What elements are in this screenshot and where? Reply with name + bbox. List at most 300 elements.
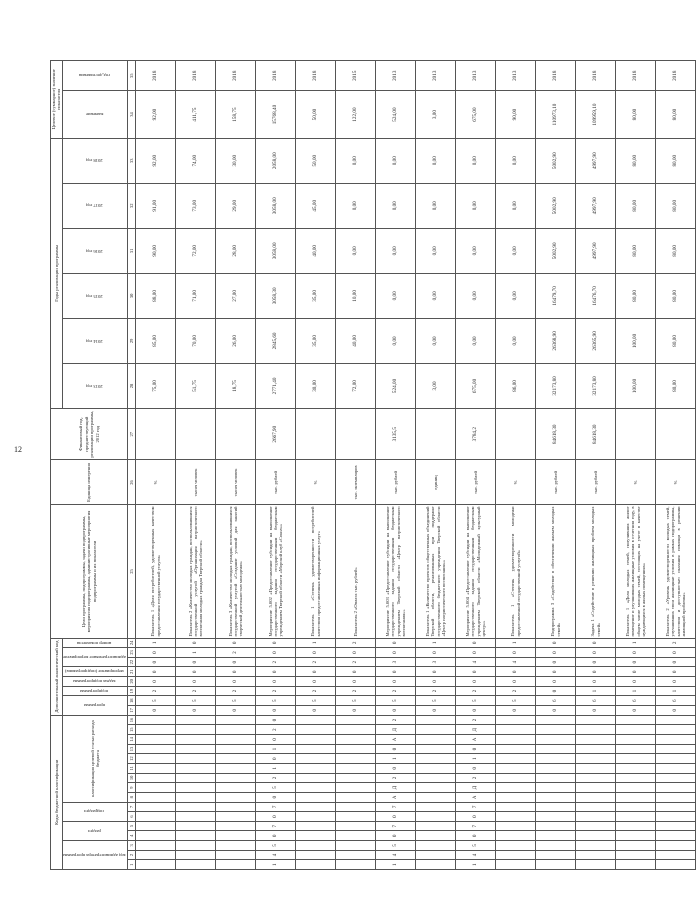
year-value-cell: 4997,90 bbox=[576, 138, 616, 183]
code-cell bbox=[416, 725, 456, 735]
code-cell bbox=[576, 850, 616, 860]
code-cell: 0 bbox=[616, 648, 656, 658]
year-value-cell: 70,00 bbox=[176, 318, 216, 363]
column-number: 26 bbox=[128, 460, 136, 505]
fin2012-cell bbox=[416, 408, 456, 459]
year-value-cell: 0,00 bbox=[376, 183, 416, 228]
year-value-cell: 2845,60 bbox=[256, 318, 296, 363]
code-cell: 0 bbox=[496, 706, 536, 716]
code-cell: 0 bbox=[256, 648, 296, 658]
code-cell bbox=[336, 860, 376, 870]
code-cell bbox=[416, 821, 456, 831]
code-cell: 2 bbox=[256, 657, 296, 667]
code-cell bbox=[616, 792, 656, 802]
year-value-cell: 3058,00 bbox=[256, 183, 296, 228]
item-name: Показатель 1 «Степень удовлетворенности потребителей качеством предоставленных информационных услуг» bbox=[296, 505, 336, 638]
code-cell bbox=[336, 725, 376, 735]
final-year-cell: 2015 bbox=[336, 61, 376, 91]
code-cell: 2 bbox=[656, 638, 696, 648]
goal-text-header: Цели программы, подпрограммы, задачи подпрограммы, мероприятия подпрограммы, административные мероприятия подпрограммы и их показатели bbox=[51, 505, 128, 638]
year-value-cell: 0,00 bbox=[336, 228, 376, 273]
code-cell bbox=[176, 850, 216, 860]
table-row bbox=[176, 61, 216, 870]
code-cell bbox=[216, 831, 256, 841]
column-number: 12 bbox=[128, 754, 136, 764]
code-cell: 0 bbox=[336, 648, 376, 658]
code-cell: 0 bbox=[296, 648, 336, 658]
year-value-cell: 74,00 bbox=[176, 138, 216, 183]
year-value-cell: 0,00 bbox=[336, 138, 376, 183]
table-row bbox=[216, 61, 256, 870]
code-cell: 6 bbox=[576, 696, 616, 706]
year-2017-header: 2017 год bbox=[62, 183, 127, 228]
code-cell bbox=[496, 744, 536, 754]
code-cell bbox=[576, 841, 616, 851]
column-number: 11 bbox=[128, 763, 136, 773]
year-value-cell: 91,00 bbox=[136, 183, 176, 228]
code-cell bbox=[496, 725, 536, 735]
year-value-cell: 100,00 bbox=[616, 363, 656, 408]
year-value-cell: 45,00 bbox=[296, 183, 336, 228]
final-value-cell: 158,75 bbox=[216, 91, 256, 138]
code-cell: 2 bbox=[216, 686, 256, 696]
year-value-cell: 10,00 bbox=[336, 273, 376, 318]
code-cell bbox=[136, 850, 176, 860]
unit-cell: % bbox=[136, 460, 176, 505]
code-cell bbox=[136, 763, 176, 773]
code-cell bbox=[296, 763, 336, 773]
code-cell bbox=[536, 850, 576, 860]
code-cell: 5 bbox=[456, 696, 496, 706]
code-cell bbox=[176, 860, 216, 870]
code-cell bbox=[416, 792, 456, 802]
subsection-header: подраздел bbox=[62, 802, 127, 821]
code-cell bbox=[296, 831, 336, 841]
code-cell bbox=[336, 763, 376, 773]
code-cell bbox=[176, 812, 216, 822]
code-cell: 0 bbox=[256, 735, 296, 745]
task-subprogram-header: задача подпрограммы bbox=[62, 677, 127, 687]
code-cell: 0 bbox=[576, 638, 616, 648]
code-cell: 0 bbox=[536, 667, 576, 677]
code-cell: А bbox=[456, 735, 496, 745]
year-value-cell: 35,00 bbox=[296, 273, 336, 318]
table-row bbox=[336, 61, 376, 870]
code-cell bbox=[416, 744, 456, 754]
unit-cell: % bbox=[656, 460, 696, 505]
code-cell: 5 bbox=[416, 696, 456, 706]
year-value-cell: 0,00 bbox=[496, 273, 536, 318]
code-cell: 0 bbox=[256, 831, 296, 841]
code-cell bbox=[296, 715, 336, 725]
code-cell bbox=[416, 763, 456, 773]
code-cell bbox=[176, 841, 216, 851]
subprogram-header: подпрограмма bbox=[62, 686, 127, 696]
code-cell bbox=[656, 754, 696, 764]
item-name: Показатель 2 «Оплата тыс. рублей» bbox=[336, 505, 376, 638]
code-cell: 0 bbox=[376, 763, 416, 773]
code-cell: 0 bbox=[136, 706, 176, 716]
year-value-cell: 86,00 bbox=[496, 363, 536, 408]
table-row bbox=[416, 61, 456, 870]
item-name: Показатель 1 «Степень удовлетворенности молодежи предоставленной государственной услугой» bbox=[496, 505, 536, 638]
year-value-cell: 0,00 bbox=[416, 228, 456, 273]
code-cell bbox=[536, 831, 576, 841]
code-cell bbox=[576, 792, 616, 802]
column-number: 22 bbox=[128, 657, 136, 667]
year-2014-header: 2014 год bbox=[62, 318, 127, 363]
fin2012-cell bbox=[496, 408, 536, 459]
code-cell bbox=[296, 725, 336, 735]
code-cell bbox=[656, 763, 696, 773]
budget-group-header: Коды бюджетной классификации bbox=[51, 715, 63, 869]
code-cell bbox=[576, 802, 616, 812]
table-body bbox=[136, 61, 696, 870]
item-name: Мероприятие 5.003 «Предоставление субсидии на выполнение государственного задания государственным бюджетным учреждением Тверской области «Центр патриотического воспитания»» bbox=[376, 505, 416, 638]
code-cell bbox=[216, 860, 256, 870]
code-cell: 0 bbox=[656, 677, 696, 687]
year-value-cell: 0,00 bbox=[416, 273, 456, 318]
unit-cell: % bbox=[616, 460, 656, 505]
code-cell: 1 bbox=[576, 686, 616, 696]
code-cell: 5 bbox=[176, 696, 216, 706]
unit-cell: тысяч человек bbox=[176, 460, 216, 505]
final-year-cell: 2018 bbox=[576, 61, 616, 91]
column-number: 10 bbox=[128, 773, 136, 783]
code-cell: 4 bbox=[256, 850, 296, 860]
code-cell: 2 bbox=[336, 686, 376, 696]
code-cell: 0 bbox=[456, 831, 496, 841]
year-value-cell: 90,00 bbox=[136, 228, 176, 273]
code-cell: 2 bbox=[336, 638, 376, 648]
code-cell: 0 bbox=[536, 706, 576, 716]
code-cell bbox=[136, 783, 176, 793]
column-number: 19 bbox=[128, 686, 136, 696]
table-row bbox=[256, 61, 296, 870]
year-value-cell: 88,00 bbox=[136, 273, 176, 318]
fin2012-cell bbox=[136, 408, 176, 459]
final-value-cell: 80,00 bbox=[616, 91, 656, 138]
code-cell: 0 bbox=[176, 677, 216, 687]
code-cell bbox=[176, 763, 216, 773]
code-cell bbox=[296, 744, 336, 754]
code-cell: 0 bbox=[536, 686, 576, 696]
year-value-cell: 80,00 bbox=[656, 363, 696, 408]
code-cell: 0 bbox=[456, 677, 496, 687]
code-cell: 5 bbox=[376, 696, 416, 706]
column-number: 23 bbox=[128, 648, 136, 658]
final-year-cell: 2018 bbox=[296, 61, 336, 91]
code-cell: А bbox=[376, 792, 416, 802]
code-cell: Д bbox=[456, 783, 496, 793]
code-cell: 0 bbox=[256, 706, 296, 716]
column-number: 32 bbox=[128, 183, 136, 228]
code-cell: 0 bbox=[536, 648, 576, 658]
code-cell: 1 bbox=[416, 638, 456, 648]
year-value-cell: 0,00 bbox=[456, 183, 496, 228]
year-value-cell: 5002,90 bbox=[536, 183, 576, 228]
fin2012-header: Финансовый год, предшествующий реализации программы, 2012 год bbox=[51, 408, 128, 459]
code-cell: 0 bbox=[536, 657, 576, 667]
year-value-cell: 524,00 bbox=[376, 363, 416, 408]
final-value-cell: 15768,40 bbox=[256, 91, 296, 138]
code-cell bbox=[336, 802, 376, 812]
admin-code-header: код администратора программы bbox=[62, 841, 127, 870]
year-value-cell: 80,00 bbox=[616, 273, 656, 318]
year-value-cell: 35,00 bbox=[296, 318, 336, 363]
page-number: 12 bbox=[14, 445, 22, 454]
code-cell bbox=[576, 725, 616, 735]
year-value-cell: 75,00 bbox=[136, 363, 176, 408]
year-2016-header: 2016 год bbox=[62, 228, 127, 273]
year-value-cell: 0,00 bbox=[456, 228, 496, 273]
item-name: Мероприятие 5.002 «Предоставление субсидии на выполнение государственного задания государственным бюджетным учреждением Тверской области «Морской клуб «Сокол»» bbox=[256, 505, 296, 638]
year-value-cell: 26368,90 bbox=[536, 318, 576, 363]
code-cell bbox=[136, 831, 176, 841]
code-cell bbox=[296, 792, 336, 802]
code-cell: 6 bbox=[656, 696, 696, 706]
code-cell bbox=[536, 715, 576, 725]
code-cell: 0 bbox=[576, 648, 616, 658]
code-cell bbox=[136, 715, 176, 725]
code-cell bbox=[136, 754, 176, 764]
code-cell: 2 bbox=[336, 657, 376, 667]
final-value-cell: 524,00 bbox=[376, 91, 416, 138]
code-cell: Д bbox=[456, 725, 496, 735]
final-year-cell: 2013 bbox=[496, 61, 536, 91]
year-value-cell: 28,00 bbox=[216, 228, 256, 273]
final-value-cell: 50,00 bbox=[296, 91, 336, 138]
code-cell bbox=[296, 860, 336, 870]
year-value-cell: 80,00 bbox=[656, 228, 696, 273]
year-value-cell: 80,00 bbox=[656, 273, 696, 318]
code-cell: 5 bbox=[496, 696, 536, 706]
code-cell: 0 bbox=[416, 648, 456, 658]
year-value-cell: 0,00 bbox=[456, 138, 496, 183]
final-year-cell: 2018 bbox=[176, 61, 216, 91]
code-cell: 2 bbox=[376, 773, 416, 783]
item-name: Показатель 2 «Количество молодых граждан, воспользовавшихся государственной услугой «Организация патриотического воспитания молодых граждан Тверской области» bbox=[176, 505, 216, 638]
column-number: 9 bbox=[128, 783, 136, 793]
code-cell: 1 bbox=[256, 860, 296, 870]
code-cell bbox=[336, 831, 376, 841]
year-value-cell: 16476,70 bbox=[576, 273, 616, 318]
code-cell bbox=[656, 725, 696, 735]
code-cell bbox=[616, 763, 656, 773]
code-cell bbox=[136, 773, 176, 783]
code-cell bbox=[576, 735, 616, 745]
code-cell bbox=[176, 831, 216, 841]
code-cell bbox=[296, 812, 336, 822]
code-cell bbox=[336, 744, 376, 754]
code-cell bbox=[336, 812, 376, 822]
column-number: 33 bbox=[128, 138, 136, 183]
code-cell bbox=[576, 744, 616, 754]
code-cell bbox=[656, 783, 696, 793]
code-cell bbox=[536, 783, 576, 793]
code-cell bbox=[216, 802, 256, 812]
code-cell: 0 bbox=[456, 763, 496, 773]
column-number: 31 bbox=[128, 228, 136, 273]
code-cell: 0 bbox=[256, 677, 296, 687]
code-cell: 1 bbox=[456, 754, 496, 764]
year-value-cell: 72,00 bbox=[336, 363, 376, 408]
code-cell: 7 bbox=[256, 802, 296, 812]
code-cell: 0 bbox=[376, 744, 416, 754]
item-name: Показатель 2 «Уровень удовлетворенности молодых семей, улучшивших свои жилищные условия в рамках подпрограммы, качеством и доступностью оказания помощи в решении жилищной проблемы» bbox=[656, 505, 696, 638]
code-cell bbox=[336, 773, 376, 783]
year-value-cell: 0,00 bbox=[376, 138, 416, 183]
code-cell: 2 bbox=[376, 686, 416, 696]
year-value-cell: 27,00 bbox=[216, 273, 256, 318]
year-value-cell: 29,00 bbox=[216, 183, 256, 228]
code-cell bbox=[416, 802, 456, 812]
code-cell: 1 bbox=[656, 686, 696, 696]
code-cell bbox=[576, 783, 616, 793]
code-cell bbox=[296, 802, 336, 812]
code-cell bbox=[336, 783, 376, 793]
code-cell bbox=[336, 715, 376, 725]
code-cell bbox=[616, 802, 656, 812]
code-cell: 0 bbox=[256, 754, 296, 764]
code-cell bbox=[496, 783, 536, 793]
code-cell bbox=[176, 783, 216, 793]
code-cell bbox=[136, 744, 176, 754]
code-cell bbox=[656, 831, 696, 841]
code-cell: 5 bbox=[376, 841, 416, 851]
column-number: 6 bbox=[128, 812, 136, 822]
final-year-cell: 2018 bbox=[656, 61, 696, 91]
code-cell: 2 bbox=[176, 686, 216, 696]
code-cell: 0 bbox=[256, 715, 296, 725]
year-2013-header: 2013 год bbox=[62, 363, 127, 408]
code-cell bbox=[496, 831, 536, 841]
code-cell bbox=[296, 850, 336, 860]
code-cell: 0 bbox=[456, 648, 496, 658]
target-group-header: классификация целевой статьи расхода бюджета bbox=[62, 715, 127, 802]
code-cell: 7 bbox=[376, 821, 416, 831]
code-cell: 0 bbox=[656, 657, 696, 667]
year-value-cell: 0,00 bbox=[376, 318, 416, 363]
final-value-cell: 411,75 bbox=[176, 91, 216, 138]
code-cell bbox=[136, 821, 176, 831]
code-cell: 0 bbox=[376, 648, 416, 658]
code-cell bbox=[656, 812, 696, 822]
code-cell bbox=[656, 744, 696, 754]
fin2012-cell: 84618,30 bbox=[576, 408, 616, 459]
code-cell: 0 bbox=[616, 657, 656, 667]
column-number: 25 bbox=[128, 505, 136, 638]
code-cell: 5 bbox=[216, 696, 256, 706]
year-2015-header: 2015 год bbox=[62, 273, 127, 318]
table-row bbox=[456, 61, 496, 870]
section-header: раздел bbox=[62, 821, 127, 840]
final-year-cell: 2018 bbox=[256, 61, 296, 91]
year-value-cell: 50,00 bbox=[296, 138, 336, 183]
table-row bbox=[616, 61, 656, 870]
final-value-cell: 92,00 bbox=[136, 91, 176, 138]
code-cell bbox=[296, 783, 336, 793]
unit-cell: тыс. рублей bbox=[536, 460, 576, 505]
code-cell bbox=[576, 812, 616, 822]
measure-header: мероприятие (подпрограммы) bbox=[62, 667, 127, 677]
code-cell bbox=[176, 792, 216, 802]
final-value-cell: 675,00 bbox=[456, 91, 496, 138]
code-cell: 0 bbox=[576, 677, 616, 687]
code-cell: 2 bbox=[296, 686, 336, 696]
year-value-cell: 80,00 bbox=[656, 138, 696, 183]
final-year-cell: 2018 bbox=[616, 61, 656, 91]
code-cell: 2 bbox=[256, 686, 296, 696]
code-cell bbox=[576, 821, 616, 831]
column-number: 1 bbox=[128, 860, 136, 870]
code-cell bbox=[136, 792, 176, 802]
item-name: Подпрограмма 3 «Содействие в обеспечении жильем молодых семей» bbox=[536, 505, 576, 638]
year-value-cell: 32173,80 bbox=[536, 363, 576, 408]
code-cell bbox=[176, 754, 216, 764]
column-number: 2 bbox=[128, 850, 136, 860]
final-year-cell: 2013 bbox=[416, 61, 456, 91]
code-cell bbox=[216, 812, 256, 822]
column-number: 4 bbox=[128, 831, 136, 841]
code-cell: 0 bbox=[136, 657, 176, 667]
code-cell bbox=[616, 831, 656, 841]
code-cell bbox=[216, 841, 256, 851]
code-cell: 0 bbox=[256, 812, 296, 822]
code-cell bbox=[656, 735, 696, 745]
year-value-cell: 85,00 bbox=[136, 318, 176, 363]
code-cell: 0 bbox=[176, 657, 216, 667]
unit-cell: тыс. рублей bbox=[376, 460, 416, 505]
code-cell: 1 bbox=[176, 648, 216, 658]
code-cell: 1 bbox=[496, 638, 536, 648]
code-cell: 7 bbox=[456, 802, 496, 812]
code-cell bbox=[656, 792, 696, 802]
code-cell: 0 bbox=[376, 638, 416, 648]
code-cell: 0 bbox=[536, 677, 576, 687]
code-cell: 0 bbox=[416, 677, 456, 687]
code-cell: 0 bbox=[416, 667, 456, 677]
code-cell: 5 bbox=[256, 696, 296, 706]
code-cell bbox=[416, 773, 456, 783]
year-value-cell: 71,00 bbox=[176, 273, 216, 318]
final-year-cell: 2018 bbox=[136, 61, 176, 91]
program-table bbox=[50, 60, 696, 870]
fin2012-cell bbox=[616, 408, 656, 459]
code-cell bbox=[536, 744, 576, 754]
code-cell: 0 bbox=[616, 667, 656, 677]
code-cell bbox=[336, 792, 376, 802]
unit-cell: единиц bbox=[416, 460, 456, 505]
fin2012-cell bbox=[216, 408, 256, 459]
code-cell bbox=[216, 850, 256, 860]
code-cell bbox=[496, 773, 536, 783]
code-cell: 1 bbox=[376, 754, 416, 764]
item-name: Показатель 1 «Доля молодых семей, получивших жилое помещение и улучшивших жилищные условия в отчетном году, в общем числе молодых семей, состоящих на учете в качестве нуждающихся в жилых помещениях» bbox=[616, 505, 656, 638]
program-header: программа bbox=[62, 696, 127, 715]
code-cell bbox=[296, 841, 336, 851]
year-value-cell: 100,00 bbox=[616, 318, 656, 363]
final-year-cell: 2013 bbox=[376, 61, 416, 91]
code-cell: А bbox=[376, 735, 416, 745]
final-year-cell: 2018 bbox=[216, 61, 256, 91]
code-cell bbox=[496, 763, 536, 773]
final-value-cell: 80,00 bbox=[656, 91, 696, 138]
year-value-cell: 80,00 bbox=[616, 183, 656, 228]
code-cell bbox=[336, 850, 376, 860]
code-cell bbox=[416, 850, 456, 860]
fin2012-cell bbox=[296, 408, 336, 459]
